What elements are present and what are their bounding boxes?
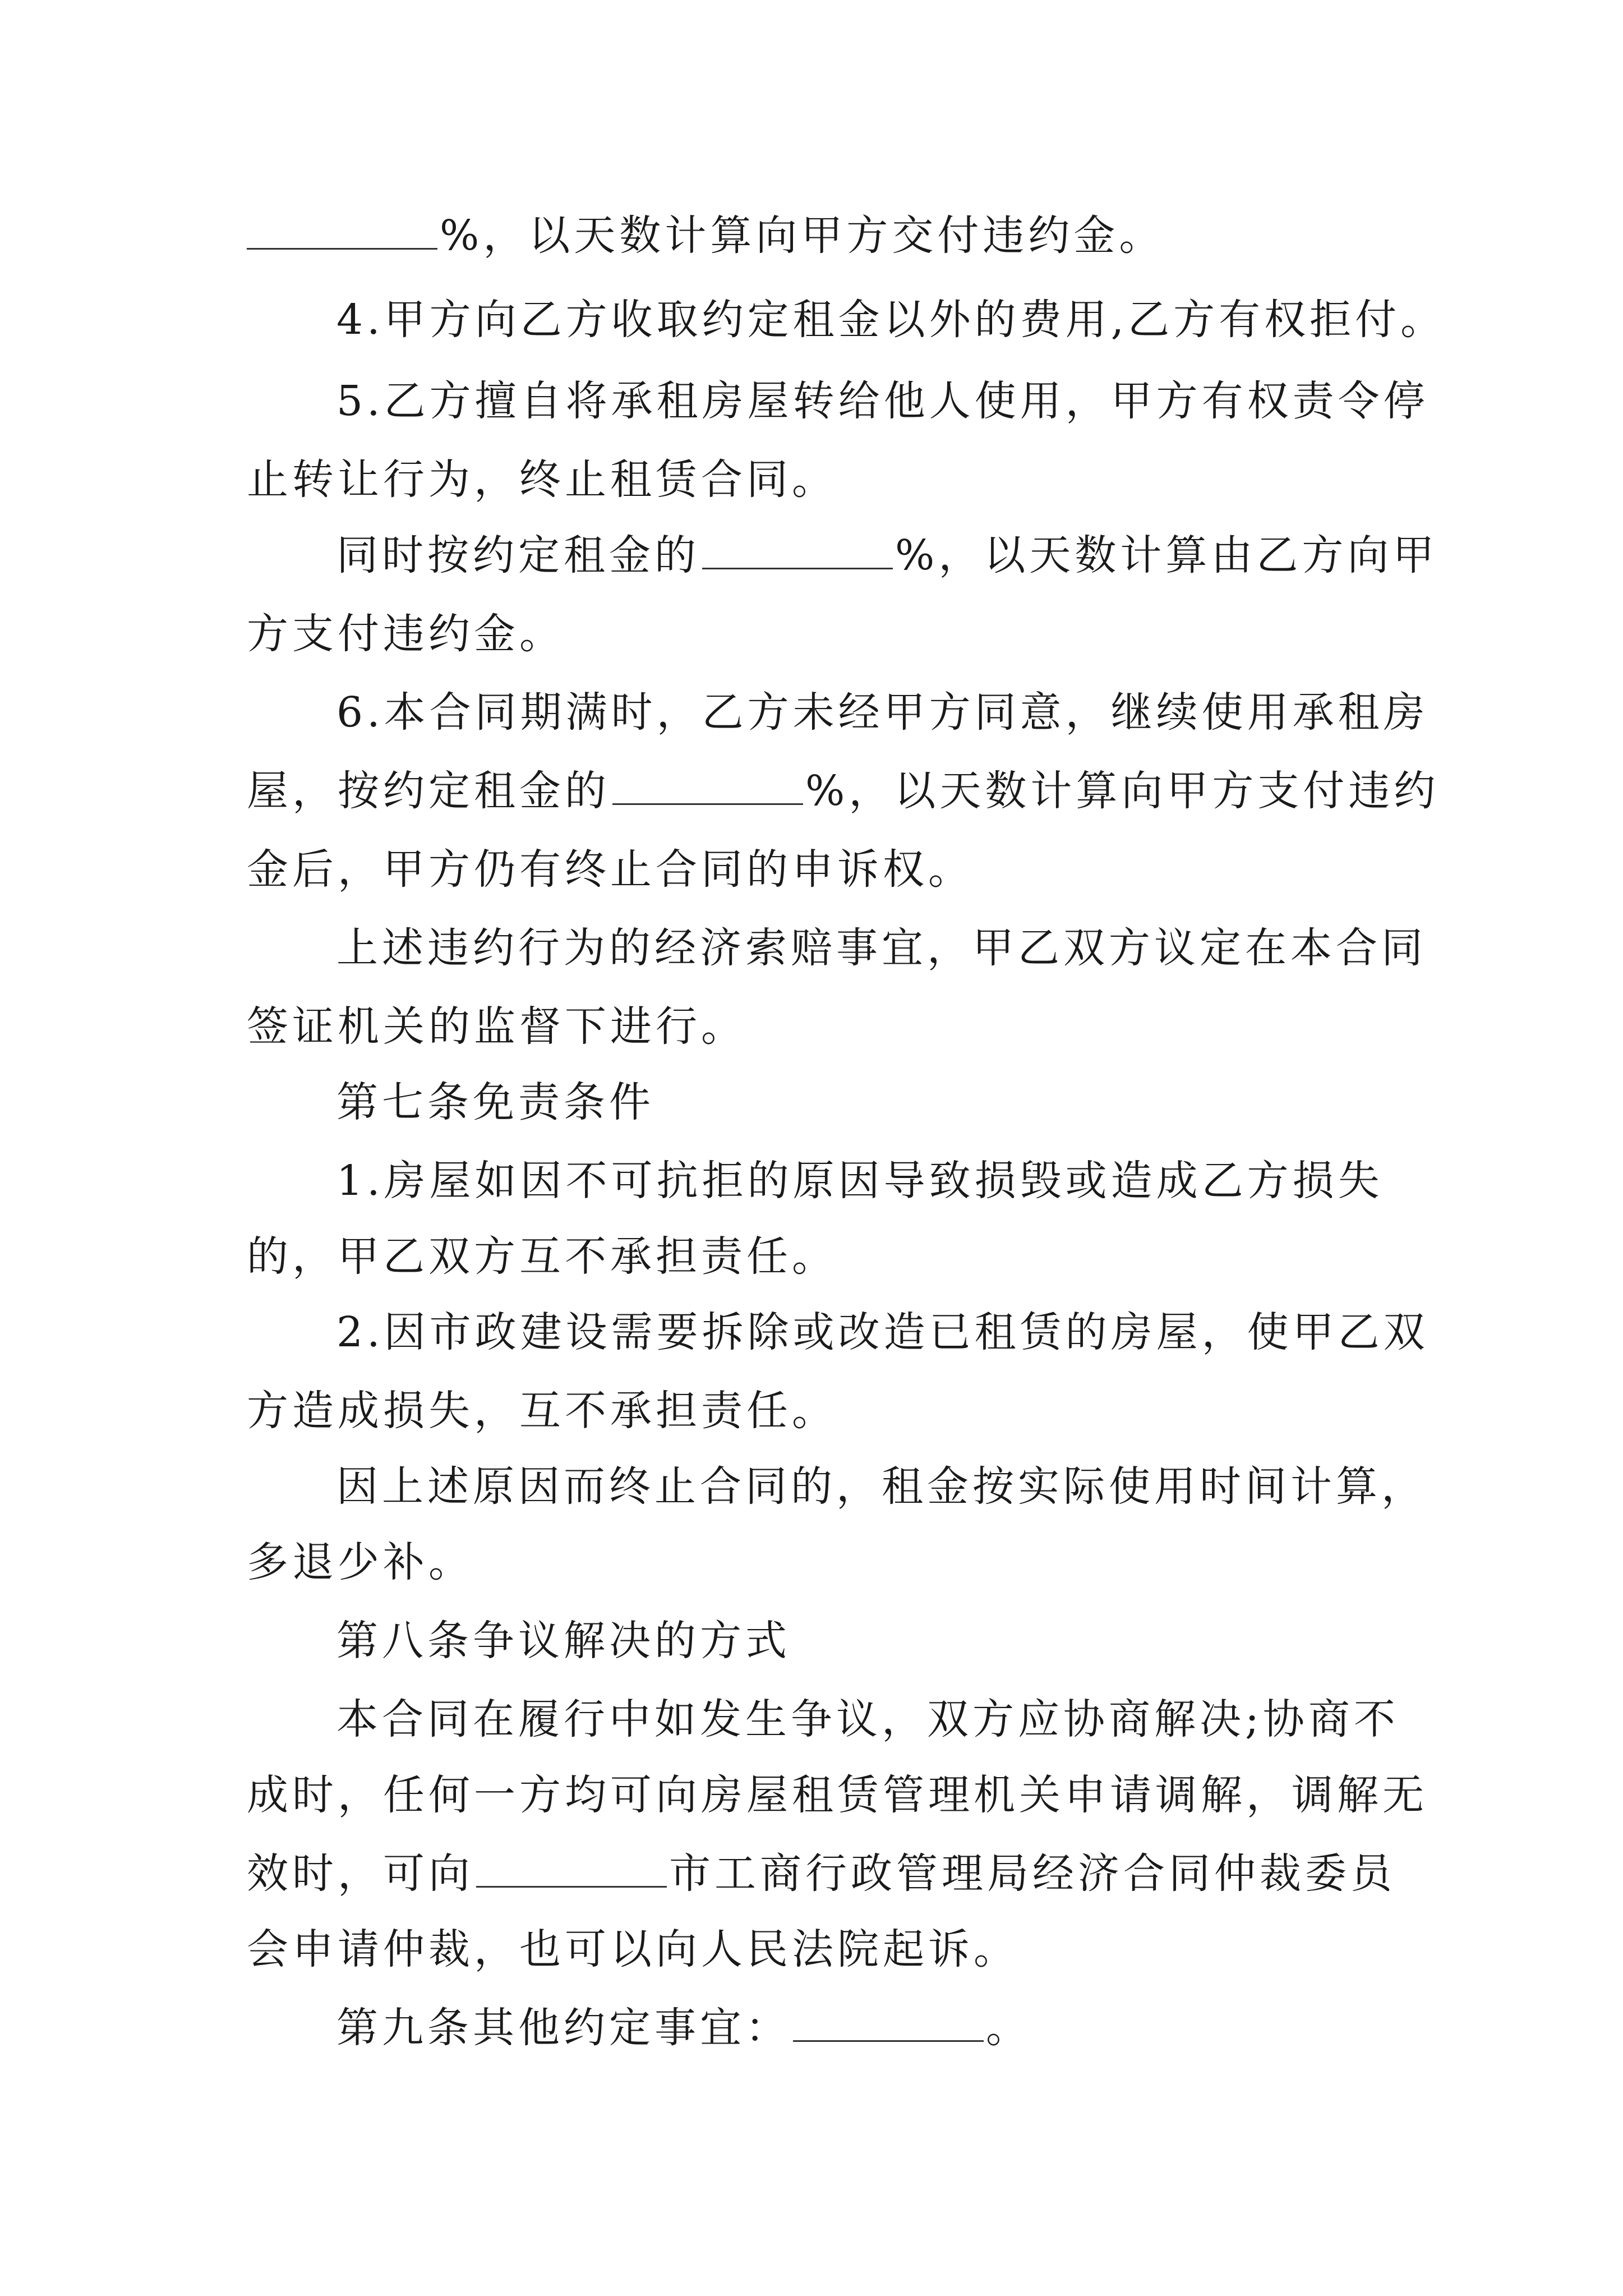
line-text: 上述违约行为的经济索赔事宜，甲乙双方议定在本合同 [336,924,1427,972]
line-text: 金后，甲方仍有终止合同的申诉权。 [247,845,974,894]
line-text: 第七条免责条件 [336,1078,654,1126]
text-line [247,763,1439,819]
text-line [247,606,565,662]
line-text: 本合同在履行中如发生争议，双方应协商解决;协商不 [336,1695,1399,1743]
text-line [336,1304,1429,1360]
text-line [336,684,1429,740]
text-line [247,1846,1396,1902]
blank-field [612,772,803,805]
line-text: 止转让行为，终止租赁合同。 [247,455,837,504]
text-line [336,1153,1384,1209]
text-line [247,452,837,508]
blank-field [476,1855,667,1888]
section-heading [336,1613,791,1669]
line-text: 会申请仲裁，也可以向人民法院起诉。 [247,1925,1019,1973]
text-line [247,1228,837,1285]
line-text: 4.甲方向乙方收取约定租金以外的费用,乙方有权拒付。 [336,296,1446,344]
blank-field [702,536,893,569]
text-line [247,1383,837,1439]
line-text-pre: 效时，可向 [247,1849,474,1898]
line-text-pre: 同时按约定租金的 [336,531,700,579]
line-text: 的，甲乙双方互不承担责任。 [247,1232,837,1281]
line-text-post: 。 [986,2004,1031,2052]
text-line [247,208,1164,264]
section-heading [336,2000,1031,2056]
text-line [247,841,974,898]
text-line [336,1691,1399,1747]
line-text: 签证机关的监督下进行。 [247,1002,746,1051]
line-text: 5.乙方擅自将承租房屋转给他人使用，甲方有权责令停 [336,377,1429,425]
text-line [336,527,1438,583]
line-text-post: %，以天数计算向甲方交付违约金。 [440,211,1165,260]
line-text-post: %，以天数计算由乙方向甲 [895,531,1438,579]
blank-field [247,217,437,250]
text-line [247,999,746,1055]
text-line [336,1458,1427,1515]
line-text-pre: 屋，按约定租金的 [247,767,610,815]
text-line [336,373,1429,429]
text-line [336,292,1446,348]
line-text-post: 市工商行政管理局经济合同仲裁委员 [669,1849,1396,1898]
blank-field [793,2009,984,2042]
line-text: 2.因市政建设需要拆除或改造已租赁的房屋，使甲乙双 [336,1308,1429,1356]
text-line [247,1767,1428,1823]
line-text: 因上述原因而终止合同的，租金按实际使用时间计算， [336,1462,1427,1511]
line-text: 方支付违约金。 [247,610,565,658]
line-text: 成时，任何一方均可向房屋租赁管理机关申请调解，调解无 [247,1771,1428,1819]
line-text: 第八条争议解决的方式 [336,1617,791,1665]
text-line [247,1534,474,1590]
line-text: 方造成损失，互不承担责任。 [247,1387,837,1435]
line-text-post: %，以天数计算向甲方支付违约 [805,767,1440,815]
line-text: 1.房屋如因不可抗拒的原因导致损毁或造成乙方损失 [336,1157,1384,1205]
text-line [336,920,1427,976]
line-text: 6.本合同期满时，乙方未经甲方同意，继续使用承租房 [336,688,1429,737]
line-text-pre: 第九条其他约定事宜： [336,2004,791,2052]
text-line [247,1921,1019,1977]
line-text: 多退少补。 [247,1538,474,1586]
section-heading [336,1074,654,1130]
